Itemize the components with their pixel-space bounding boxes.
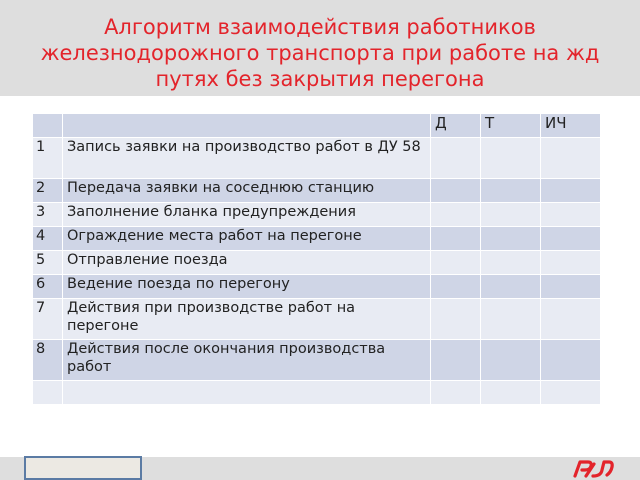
cell-d [431,179,481,203]
row-text: Заполнение бланка предупреждения [63,203,431,227]
header-cell [33,114,63,138]
cell-t [481,381,541,405]
row-text: Ограждение места работ на перегоне [63,227,431,251]
cell-ich [541,227,601,251]
cell-ich [541,251,601,275]
table-header-row [33,114,601,138]
header-cell-d: Д [431,114,481,138]
cell-ich [541,203,601,227]
cell-d [431,340,481,381]
row-number: 7 [33,299,63,340]
cell-ich [541,340,601,381]
cell-d [431,299,481,340]
cell-t [481,203,541,227]
table-row [33,299,601,340]
table-row [33,275,601,299]
table-row [33,138,601,179]
row-number: 5 [33,251,63,275]
cell-ich [541,138,601,179]
row-number: 3 [33,203,63,227]
row-text: Отправление поезда [63,251,431,275]
header-cell-t: Т [481,114,541,138]
row-number [33,381,63,405]
cell-d [431,138,481,179]
row-text: Действия при производстве работ на перегоне [63,299,431,340]
table-row [33,251,601,275]
cell-ich [541,179,601,203]
row-text: Запись заявки на производство работ в ДУ 58 [63,138,431,179]
row-text: Передача заявки на соседнюю станцию [63,179,431,203]
row-text [63,381,431,405]
row-number: 2 [33,179,63,203]
header-cell-ich: ИЧ [541,114,601,138]
cell-d [431,227,481,251]
row-number: 6 [33,275,63,299]
cell-ich [541,381,601,405]
table-row [33,179,601,203]
footer-button[interactable] [24,456,142,480]
table-row [33,203,601,227]
cell-ich [541,275,601,299]
row-number: 8 [33,340,63,381]
header-cell [63,114,431,138]
slide-title: Алгоритм взаимодействия работников железнодорожного транспорта при работе на жд путях без закрытия перегона [40,15,600,91]
cell-d [431,275,481,299]
cell-ich [541,299,601,340]
cell-d [431,381,481,405]
table-row [33,381,601,405]
row-text: Действия после окончания производства работ [63,340,431,381]
table-row [33,340,601,381]
table-row [33,227,601,251]
cell-t [481,275,541,299]
row-number: 1 [33,138,63,179]
rzd-logo-icon [571,458,615,478]
cell-t [481,251,541,275]
cell-d [431,251,481,275]
algorithm-table [32,113,601,405]
cell-d [431,203,481,227]
row-text: Ведение поезда по перегону [63,275,431,299]
cell-t [481,299,541,340]
row-number: 4 [33,227,63,251]
cell-t [481,227,541,251]
cell-t [481,138,541,179]
cell-t [481,179,541,203]
cell-t [481,340,541,381]
